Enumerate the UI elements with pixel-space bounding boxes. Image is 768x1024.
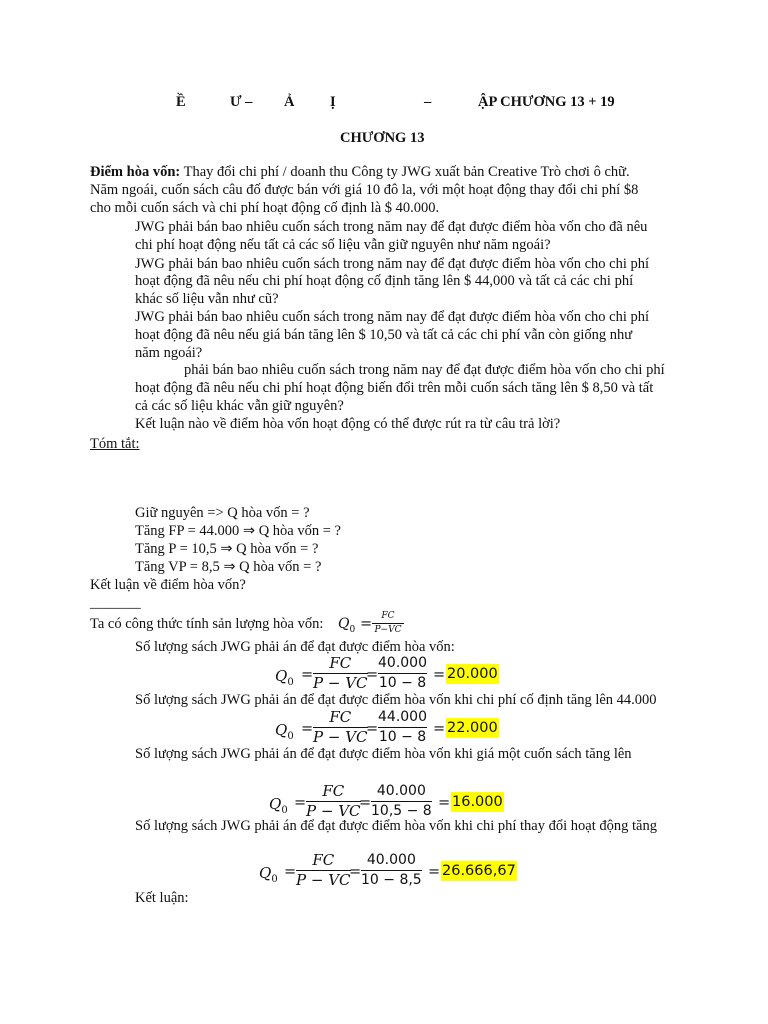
- fraction-bar: [361, 870, 422, 871]
- fraction-numerator: 40.000: [366, 852, 416, 868]
- value-fraction: [378, 655, 427, 692]
- fraction-bar: [372, 623, 404, 624]
- result-highlight: 22.000: [447, 720, 498, 736]
- title-part: Ư –: [230, 94, 253, 110]
- summary-item: Tăng VP = 8,5 ⇒ Q hòa vốn = ?: [135, 559, 322, 575]
- conclusion-label: Kết luận:: [135, 890, 189, 906]
- result-highlight: 16.000: [452, 794, 503, 810]
- q0-symbol: $Q_0$: [269, 795, 288, 816]
- equals-sign: =: [360, 616, 373, 632]
- title-part: –: [424, 94, 432, 110]
- value-fraction: [378, 709, 427, 746]
- fraction-numerator: 44.000: [378, 709, 427, 725]
- fraction-numerator: FC: [381, 611, 395, 621]
- fraction-bar: [378, 727, 427, 728]
- fc-fraction: [306, 783, 361, 820]
- fraction-numerator: FC: [322, 782, 345, 800]
- title-part: ẬP CHƯƠNG 13 + 19: [478, 94, 615, 110]
- question-line: JWG phải bán bao nhiêu cuốn sách trong năm nay để đạt được điểm hòa vốn cho chi phí: [135, 256, 650, 272]
- fraction-denominator: P − VC: [313, 728, 368, 747]
- fraction-denominator: P−VC: [374, 625, 402, 636]
- fraction-numerator: 40.000: [376, 783, 426, 799]
- q-symbol: Q: [338, 616, 350, 632]
- question-line: cả các số liệu khác vẫn giữ nguyên?: [135, 398, 344, 414]
- fraction-numerator: 40.000: [378, 655, 427, 671]
- result-highlight: 20.000: [447, 666, 498, 682]
- title-part: Ị: [330, 94, 336, 110]
- fraction-numerator: FC: [312, 851, 335, 869]
- value-fraction: [371, 783, 432, 820]
- equals-sign: =: [359, 795, 372, 811]
- fc-fraction: [313, 709, 368, 746]
- separator-line: _______: [90, 595, 141, 611]
- fraction-denominator: P − VC: [306, 802, 361, 821]
- value-fraction: [361, 852, 422, 889]
- q0-symbol: $Q_0$: [275, 721, 294, 742]
- equals-sign: =: [349, 864, 362, 880]
- fraction-bar: [378, 673, 427, 674]
- fc-fraction: [296, 852, 351, 889]
- question-line: JWG phải bán bao nhiêu cuốn sách trong năm nay để đạt được điểm hòa vốn cho chi phí: [135, 309, 650, 325]
- fraction-denominator: P − VC: [296, 871, 351, 890]
- equals-sign: =: [428, 864, 441, 880]
- summary-item: Tăng FP = 44.000 ⇒ Q hòa vốn = ?: [135, 523, 341, 539]
- equals-sign: =: [301, 667, 314, 683]
- fraction-denominator: P − VC: [313, 674, 368, 693]
- equals-sign: =: [438, 795, 451, 811]
- formula-intro: [90, 616, 323, 633]
- case-text: Số lượng sách JWG phải án để đạt được điểm hòa vốn:: [135, 639, 455, 655]
- q-subscript: 0: [349, 624, 356, 635]
- title-part: Ả: [284, 94, 295, 110]
- formula-intro-text: Ta có công thức tính sản lượng hòa vốn:: [90, 616, 324, 632]
- q0-symbol: $Q_0$: [259, 864, 278, 885]
- equals-sign: =: [433, 721, 446, 737]
- intro-line: [90, 164, 630, 181]
- question-line: JWG phải bán bao nhiêu cuốn sách trong năm nay để đạt được điểm hòa vốn cho đã nêu: [135, 219, 648, 235]
- intro-line: Năm ngoái, cuốn sách câu đố được bán với giá 10 đô la, với một hoạt động thay đổi chi phí $8: [90, 182, 639, 198]
- formula-fraction: [372, 611, 404, 636]
- question-line: hoạt động đã nêu nếu giá bán tăng lên $ 10,50 và tất cả các chi phí vẫn còn giống như: [135, 327, 633, 343]
- intro-text: Thay đổi chi phí / doanh thu Công ty JWG xuất bản Creative Trò chơi ô chữ.: [180, 164, 630, 180]
- equals-sign: =: [284, 864, 297, 880]
- fc-fraction: [313, 655, 368, 692]
- summary-label: Tóm tắt:: [90, 436, 140, 452]
- fraction-denominator: 10 − 8,5: [361, 872, 422, 889]
- summary-item: Tăng P = 10,5 ⇒ Q hòa vốn = ?: [135, 541, 319, 557]
- question-line: hoạt động đã nêu nếu chi phí hoạt động biến đổi trên mỗi cuốn sách tăng lên $ 8,50 và tất: [135, 380, 654, 396]
- intro-label: Điểm hòa vốn:: [90, 164, 181, 180]
- summary-item: Giữ nguyên => Q hòa vốn = ?: [135, 505, 310, 521]
- case-text: Số lượng sách JWG phải án để đạt được điểm hòa vốn khi chi phí cố định tăng lên 44.000: [135, 692, 657, 708]
- fraction-numerator: FC: [329, 708, 352, 726]
- question-line: hoạt động đã nêu nếu chi phí hoạt động cố định tăng lên $ 44,000 và tất cả các chi phí: [135, 273, 634, 289]
- result-highlight: 26.666,67: [442, 863, 516, 879]
- question-line: phải bán bao nhiêu cuốn sách trong năm nay để đạt được điểm hòa vốn cho chi phí: [184, 362, 665, 378]
- fraction-denominator: 10 − 8: [378, 729, 427, 746]
- question-line: khác số liệu vẫn như cũ?: [135, 291, 279, 307]
- case-text: Số lượng sách JWG phải án để đạt được điểm hòa vốn khi giá một cuốn sách tăng lên: [135, 746, 632, 762]
- equals-sign: =: [294, 795, 307, 811]
- formula-symbol: [338, 616, 355, 635]
- question-line: năm ngoái?: [135, 345, 203, 361]
- fraction-denominator: 10 − 8: [378, 675, 427, 692]
- question-line: chi phí hoạt động nếu tất cả các số liệu vẫn giữ nguyên như năm ngoái?: [135, 237, 551, 253]
- chapter-heading: CHƯƠNG 13: [340, 130, 425, 146]
- equals-sign: =: [366, 667, 379, 683]
- fraction-numerator: FC: [329, 654, 352, 672]
- summary-item: Kết luận về điểm hòa vốn?: [90, 577, 246, 593]
- question-line: Kết luận nào về điểm hòa vốn hoạt động có thể được rút ra từ câu trả lời?: [135, 416, 561, 432]
- equals-sign: =: [301, 721, 314, 737]
- case-text: Số lượng sách JWG phải án để đạt được điểm hòa vốn khi chi phí thay đổi hoạt động tăng: [135, 818, 657, 834]
- title-part: Ề: [176, 94, 186, 110]
- equals-sign: =: [366, 721, 379, 737]
- equals-sign: =: [433, 667, 446, 683]
- intro-line: cho mỗi cuốn sách và chi phí hoạt động cố định là $ 40.000.: [90, 200, 440, 216]
- fraction-denominator: 10,5 − 8: [371, 803, 432, 820]
- q0-symbol: $Q_0$: [275, 667, 294, 688]
- fraction-bar: [371, 801, 432, 802]
